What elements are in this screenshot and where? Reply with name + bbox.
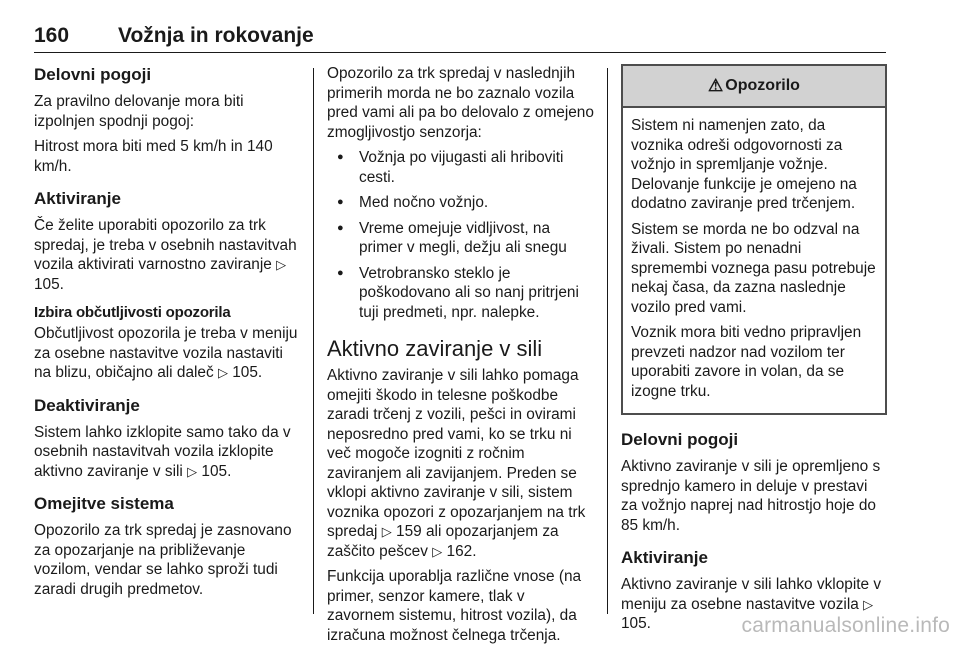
paragraph: Za pravilno delovanje mora biti izpolnjen spodnji pogoj:: [34, 93, 244, 130]
paragraph: Če želite uporabiti opozorilo za trk spredaj, je treba v osebnih nastavitvah vozila aktivirati varnostno zaviranje ▷ 105.: [34, 217, 297, 293]
paragraph: Voznik mora biti vedno pripravljen prevzeti nadzor nad vozilom ter uporabiti zavore in volan, da se izogne trku.: [631, 324, 862, 400]
heading-izbira: Izbira občutljivosti opozorila: [34, 304, 231, 321]
page-header: [34, 22, 886, 53]
heading-aktivno-zaviranje: Aktivno zaviranje v sili: [327, 336, 543, 361]
page-ref-icon: ▷: [863, 596, 874, 612]
heading-aktiviranje: Aktiviranje: [621, 548, 708, 567]
warning-triangle-icon: ⚠: [708, 76, 724, 96]
page-ref[interactable]: 162.: [446, 542, 477, 560]
paragraph: Opozorilo za trk spredaj v naslednjih primerih morda ne bo zaznalo vozila pred vami ali pa bo delovalo z omejeno zmogljivostjo senzorja:: [327, 65, 594, 141]
warning-box: [621, 64, 887, 415]
warning-title: Opozorilo: [725, 77, 800, 95]
column-1: [34, 64, 300, 605]
page-ref-icon: ▷: [432, 543, 443, 559]
bullet-list: [327, 148, 595, 322]
column-2: [327, 64, 595, 651]
page-ref-icon: ▷: [276, 257, 287, 272]
page-ref[interactable]: 159 ali opozarjanjem za zaščito pešcev: [327, 523, 559, 560]
list-item: ● Vetrobransko steklo je poškodovano ali so nanj pritrjeni tuji predmeti, npr. nalepke.: [327, 264, 595, 323]
paragraph: Aktivno zaviranje v sili je opremljeno s sprednjo kamero in deluje v prestavi za vožnjo naprej nad hitrostjo hoje do 85 km/h.: [621, 458, 881, 534]
paragraph: Sistem ni namenjen zato, da voznika odreši odgovornosti za vožnjo in spremljanje vožnje. Delovanje funkcije je omejeno na dodatno zaviranje pred trčenjem.: [631, 117, 857, 212]
page-ref-icon: ▷: [187, 463, 198, 479]
paragraph: Sistem se morda ne bo odzval na živali. Sistem po nenadni spremembi voznega pasu potrebuje nekaj časa, da zazna naslednje vozilo pred vami.: [631, 220, 876, 316]
heading-aktiviranje: Aktiviranje: [34, 189, 121, 208]
column-3: [621, 64, 887, 640]
heading-delovni-pogoji: Delovni pogoji: [34, 65, 152, 84]
list-item: ● Vreme omejuje vidljivost, na primer v megli, dežju ali snegu: [327, 219, 595, 258]
page-number: 160: [34, 24, 70, 47]
paragraph: Aktivno zaviranje v sili lahko pomaga omejiti škodo in telesne poškodbe zaradi trčenj z vozili, pešci in ovirami neposredno pred vami, ko se trku ni več mogoče izogniti z ročnim zaviranjem ali zavijanjem. Preden se vklopi aktivno zaviranje v sili, sistem voznika opozori z opozarjanjem na trk spredaj ▷ 159 ali opozarjanjem za zaščito pešcev ▷ 162.: [327, 367, 586, 560]
watermark: carmanualsonline.info: [741, 614, 950, 637]
paragraph: Sistem lahko izklopite samo tako da v osebnih nastavitvah vozila izklopite aktivno zaviranje v sili ▷ 105.: [34, 423, 291, 480]
column-divider: [313, 68, 314, 614]
paragraph: Opozorilo za trk spredaj je zasnovano za opozarjanje na približevanje vozilom, vendar se lahko sproži tudi zaradi drugih predmetov.: [34, 522, 292, 598]
page-ref-icon: ▷: [381, 524, 392, 539]
warning-header: [623, 66, 885, 108]
page-ref[interactable]: 105.: [232, 364, 263, 381]
paragraph: Hitrost mora biti med 5 km/h in 140 km/h.: [34, 138, 273, 175]
paragraph: Aktivno zaviranje v sili lahko vklopite v meniju za osebne nastavitve vozila ▷ 105.: [621, 576, 882, 632]
paragraph: Funkcija uporablja različne vnose (na primer, senzor kamere, tlak v zavornem sistemu, hitrost vozila), da izračuna možnost čelnega trčenja.: [327, 568, 582, 644]
page-ref[interactable]: 105.: [201, 462, 232, 480]
warning-body: [623, 108, 885, 413]
page-ref[interactable]: 105.: [621, 615, 651, 632]
heading-delovni-pogoji: Delovni pogoji: [621, 430, 739, 449]
chapter-title: Vožnja in rokovanje: [118, 24, 314, 47]
heading-omejitve: Omejitve sistema: [34, 494, 174, 513]
page-ref[interactable]: 105.: [34, 275, 64, 293]
list-item: ● Vožnja po vijugasti ali hriboviti cesti.: [327, 148, 595, 187]
heading-deaktiviranje: Deaktiviranje: [34, 395, 140, 415]
column-divider: [607, 68, 608, 614]
page-ref-icon: ▷: [217, 365, 228, 380]
list-item: ● Med nočno vožnjo.: [327, 193, 595, 213]
paragraph: Občutljivost opozorila je treba v meniju za osebne nastavitve vozila nastaviti na blizu, običajno ali daleč ▷ 105.: [34, 325, 298, 381]
